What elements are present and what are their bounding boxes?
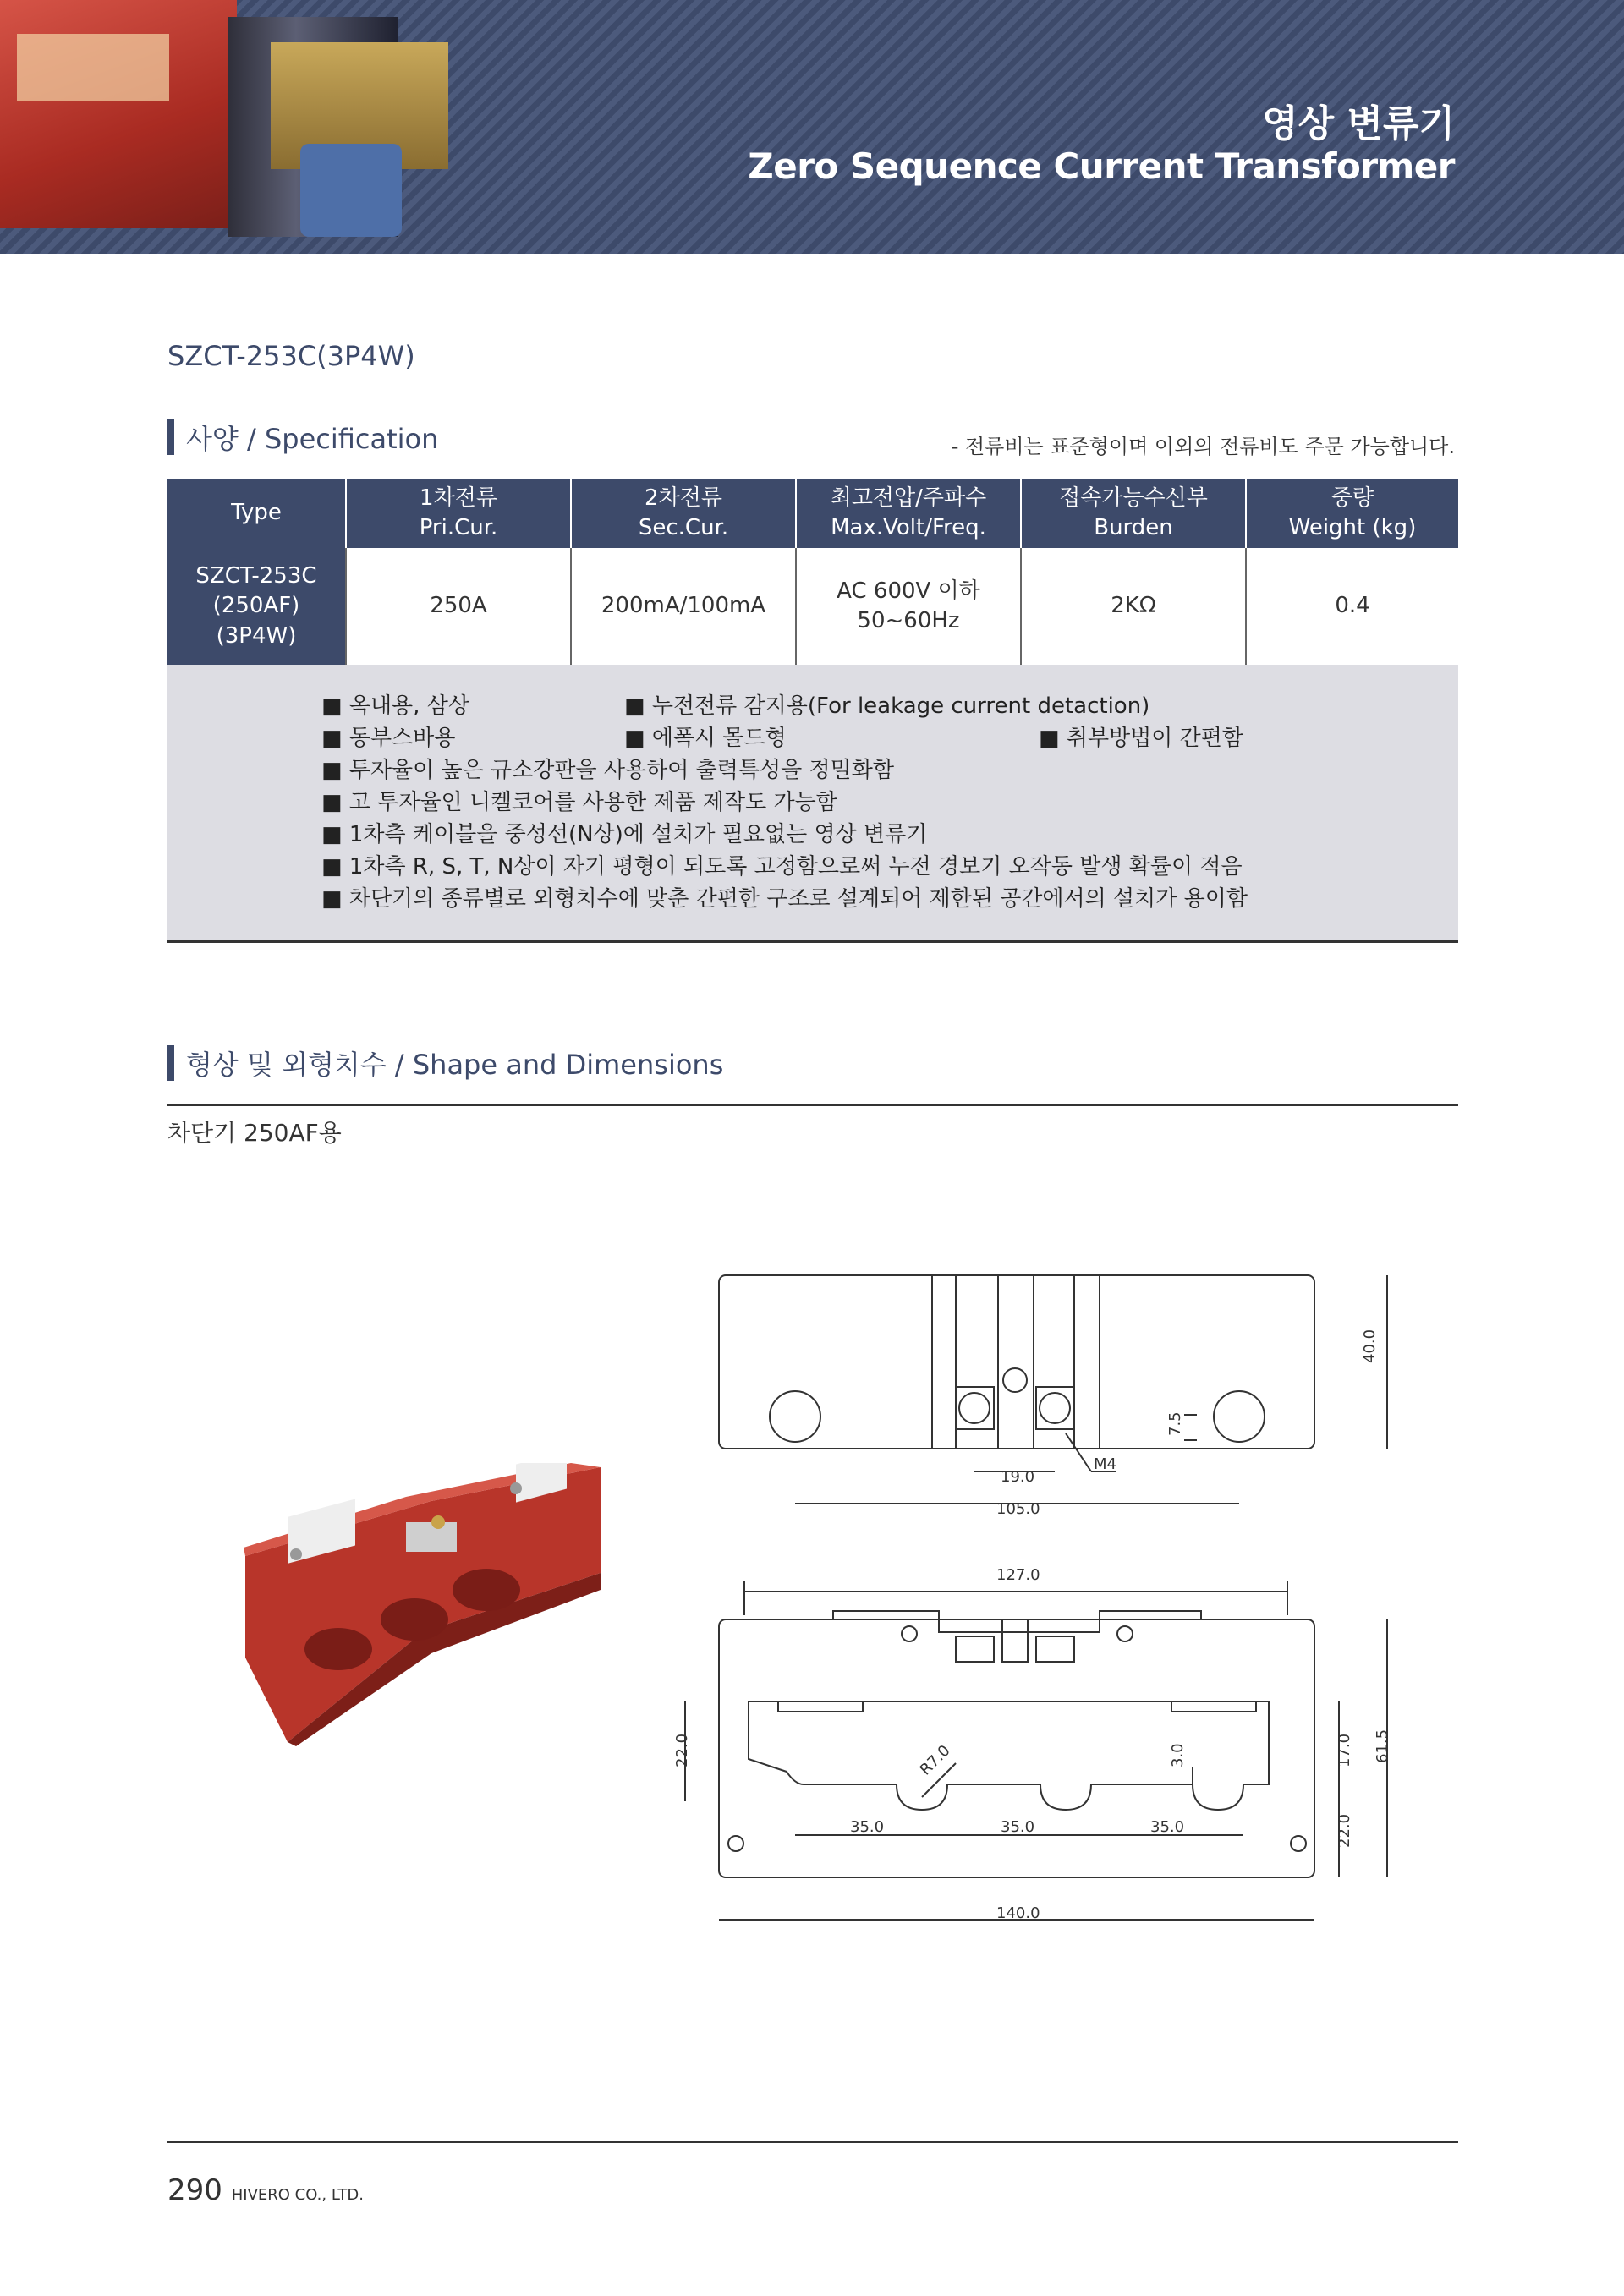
header-banner <box>0 0 1624 254</box>
feature-item: ■ 취부방법이 간편함 <box>1039 726 1244 751</box>
footer-divider <box>167 2141 1458 2143</box>
heading-bar <box>167 419 174 455</box>
dim-7-5: 7.5 <box>1166 1411 1184 1436</box>
feature-item: ■ 동부스바용 <box>321 726 456 751</box>
dim-35-c: 35.0 <box>1150 1818 1185 1836</box>
dim-140: 140.0 <box>996 1904 1040 1922</box>
dim-61-5: 61.5 <box>1374 1729 1391 1763</box>
feature-item: ■ 1차측 케이블을 중성선(N상)에 설치가 필요없는 영상 변류기 <box>321 822 928 847</box>
feature-item: ■ 고 투자율인 니켈코어를 사용한 제품 제작도 가능함 <box>321 790 837 815</box>
dim-105: 105.0 <box>996 1500 1040 1518</box>
front-view-outline <box>719 1619 1314 1877</box>
cell-secondary-current: 200mA/100mA <box>571 548 796 666</box>
dim-35-a: 35.0 <box>850 1818 885 1836</box>
feature-item: ■ 누전전류 감지용(For leakage current detaction) <box>624 693 1150 719</box>
cell-primary-current: 250A <box>346 548 571 666</box>
spec-table <box>167 479 1458 666</box>
feature-item: ■ 1차측 R, S, T, N상이 자기 평형이 되도록 고정함으로써 누전 경보기 오작동 발생 확률이 적음 <box>321 854 1243 879</box>
banner-product-label <box>17 34 169 101</box>
col-weight: 중량 Weight (kg) <box>1246 479 1458 548</box>
mounting-hole <box>1214 1391 1265 1442</box>
spec-section-title: 사양 / Specification <box>186 423 439 455</box>
spec-note: - 전류비는 표준형이며 이외의 전류비도 주문 가능합니다. <box>951 435 1455 458</box>
dim-3: 3.0 <box>1169 1743 1187 1767</box>
col-secondary-current: 2차전류 Sec.Cur. <box>571 479 796 548</box>
dim-40: 40.0 <box>1361 1329 1379 1363</box>
feature-item: ■ 옥내용, 삼상 <box>321 693 469 719</box>
shape-subtitle: 차단기 250AF용 <box>167 1119 342 1147</box>
cell-max-voltage: AC 600V 이하 50~60Hz <box>796 548 1021 666</box>
feature-item: ■ 투자율이 높은 규소강판을 사용하여 출력특성을 정밀화함 <box>321 758 894 783</box>
shape-section-heading <box>167 1044 723 1082</box>
cell-burden: 2KΩ <box>1021 548 1246 666</box>
banner-product-coil <box>300 144 402 237</box>
page-title-english: Zero Sequence Current Transformer <box>748 145 1455 187</box>
spec-section-heading <box>167 418 438 457</box>
col-burden: 접속가능수신부 Burden <box>1021 479 1246 548</box>
col-primary-current: 1차전류 Pri.Cur. <box>346 479 571 548</box>
feature-item: ■ 에폭시 몰드형 <box>624 726 787 751</box>
table-row <box>167 548 1458 666</box>
mounting-hole <box>770 1391 820 1442</box>
feature-item: ■ 차단기의 종류별로 외형치수에 맞춘 간편한 구조로 설계되어 제한된 공간에서의 설치가 용이함 <box>321 886 1248 912</box>
dim-22-a: 22.0 <box>673 1733 691 1767</box>
dim-127: 127.0 <box>996 1566 1040 1584</box>
dim-17: 17.0 <box>1336 1733 1353 1767</box>
busbar-window <box>749 1701 1269 1810</box>
cell-type: SZCT-253C (250AF) (3P4W) <box>167 548 346 666</box>
features-box <box>167 665 1458 943</box>
page-number: 290 <box>167 2173 222 2207</box>
cell-weight: 0.4 <box>1246 548 1458 666</box>
col-max-voltage: 최고전압/주파수 Max.Volt/Freq. <box>796 479 1021 548</box>
company-name: HIVERO CO., LTD. <box>231 2186 364 2204</box>
page-title-korean: 영상 변류기 <box>1262 102 1455 145</box>
heading-bar <box>167 1045 174 1081</box>
dim-r7: R7.0 <box>916 1741 954 1779</box>
dim-m4: M4 <box>1094 1455 1116 1473</box>
section-divider <box>167 1104 1458 1106</box>
product-photo <box>237 1463 609 1751</box>
spec-header-row <box>167 479 1458 548</box>
dim-22-b: 22.0 <box>1336 1813 1353 1848</box>
model-name: SZCT-253C(3P4W) <box>167 340 415 372</box>
footer <box>167 2173 364 2207</box>
dim-19: 19.0 <box>1001 1468 1035 1486</box>
dim-35-b: 35.0 <box>1001 1818 1035 1836</box>
dimension-drawing <box>643 1252 1404 1945</box>
shape-section-title: 형상 및 외형치수 / Shape and Dimensions <box>186 1049 724 1081</box>
col-type: Type <box>167 479 346 548</box>
top-view-outline <box>719 1275 1314 1449</box>
